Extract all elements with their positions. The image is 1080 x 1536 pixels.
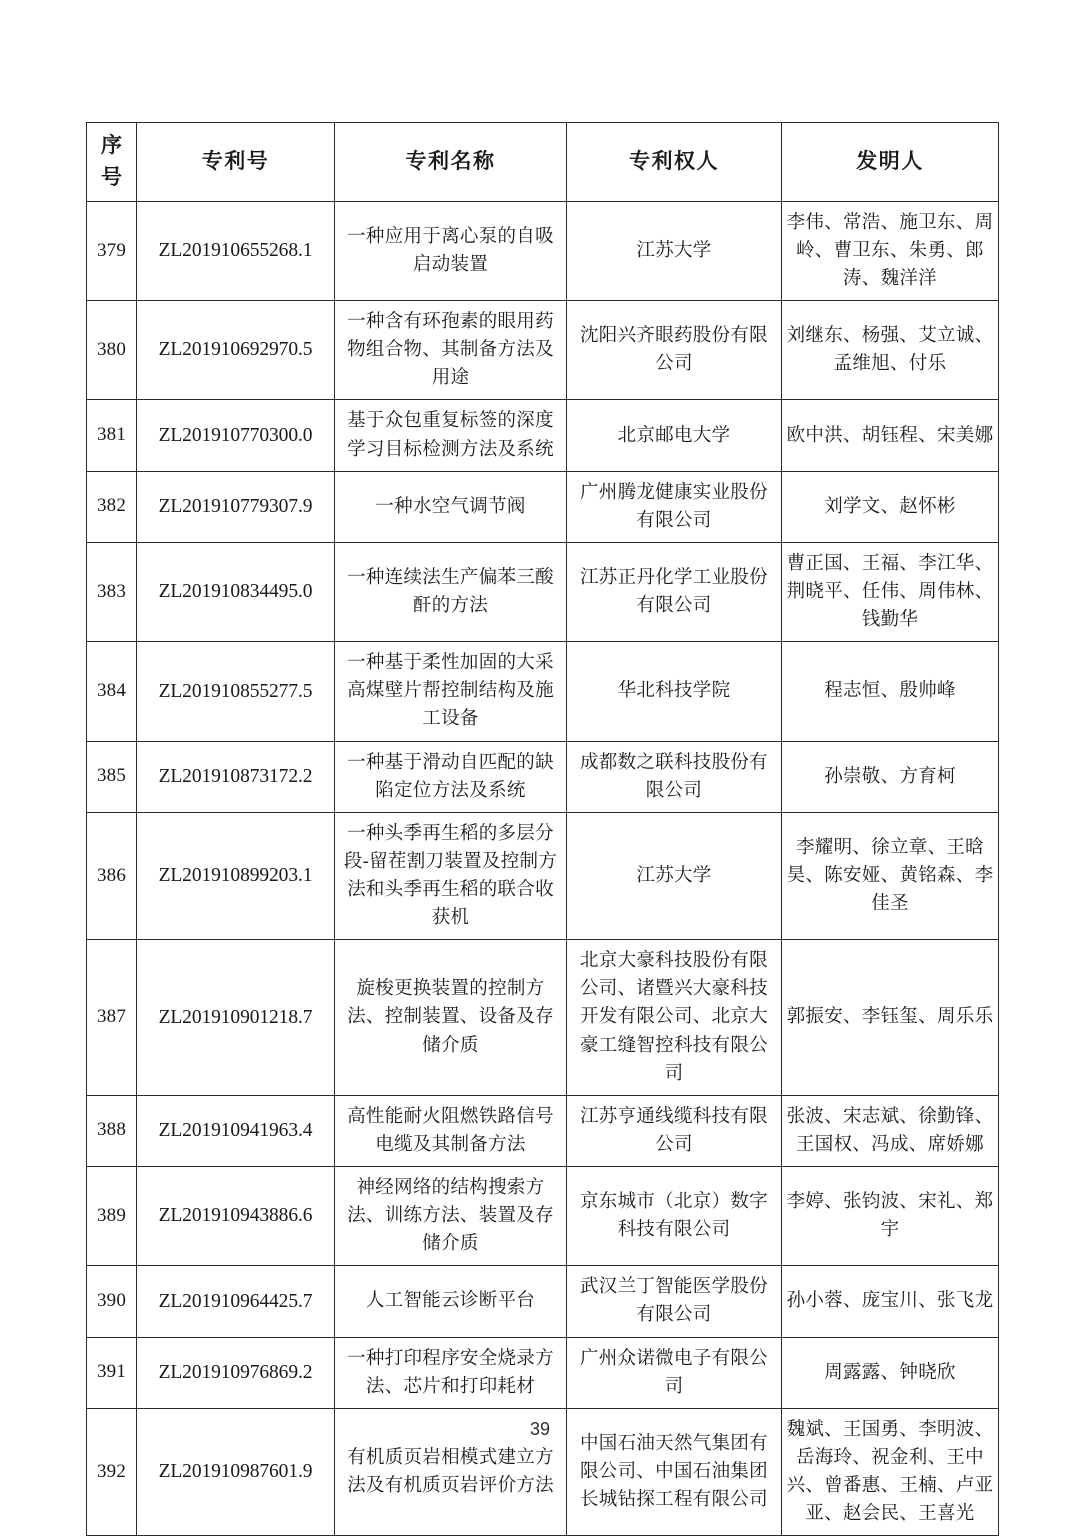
cell-patentee: 江苏大学 bbox=[567, 201, 782, 300]
cell-patentee: 中国石油天然气集团有限公司、中国石油集团长城钻探工程有限公司 bbox=[567, 1408, 782, 1535]
cell-patentee: 江苏亨通线缆科技有限公司 bbox=[567, 1095, 782, 1166]
cell-patentee: 成都数之联科技股份有限公司 bbox=[567, 741, 782, 812]
cell-serial-number: 379 bbox=[87, 201, 137, 300]
cell-serial-number: 381 bbox=[87, 400, 137, 471]
cell-patentee: 华北科技学院 bbox=[567, 642, 782, 741]
column-header-patent-number: 专利号 bbox=[137, 123, 335, 202]
cell-patentee: 北京邮电大学 bbox=[567, 400, 782, 471]
cell-patent-number: ZL201910941963.4 bbox=[137, 1095, 335, 1166]
cell-inventors: 刘学文、赵怀彬 bbox=[782, 471, 999, 542]
cell-patent-number: ZL201910901218.7 bbox=[137, 940, 335, 1096]
cell-inventors: 周露露、钟晓欣 bbox=[782, 1337, 999, 1408]
cell-serial-number: 388 bbox=[87, 1095, 137, 1166]
cell-patent-number: ZL201910943886.6 bbox=[137, 1166, 335, 1265]
table-header-row bbox=[87, 123, 999, 202]
cell-patentee: 广州腾龙健康实业股份有限公司 bbox=[567, 471, 782, 542]
cell-patent-number: ZL201910964425.7 bbox=[137, 1266, 335, 1337]
cell-serial-number: 383 bbox=[87, 542, 137, 641]
cell-patent-number: ZL201910692970.5 bbox=[137, 301, 335, 400]
table-header bbox=[87, 123, 999, 202]
cell-patent-number: ZL201910834495.0 bbox=[137, 542, 335, 641]
table-row bbox=[87, 1095, 999, 1166]
table-row bbox=[87, 301, 999, 400]
cell-inventors: 张波、宋志斌、徐勤锋、王国权、冯成、席娇娜 bbox=[782, 1095, 999, 1166]
cell-patent-title: 神经网络的结构搜索方法、训练方法、装置及存储介质 bbox=[335, 1166, 567, 1265]
cell-serial-number: 390 bbox=[87, 1266, 137, 1337]
column-header-patent-title: 专利名称 bbox=[335, 123, 567, 202]
cell-inventors: 曹正国、王福、李江华、荆晓平、任伟、周伟林、钱勤华 bbox=[782, 542, 999, 641]
cell-inventors: 刘继东、杨强、艾立诚、孟维旭、付乐 bbox=[782, 301, 999, 400]
cell-patentee: 武汉兰丁智能医学股份有限公司 bbox=[567, 1266, 782, 1337]
table-row bbox=[87, 400, 999, 471]
cell-serial-number: 392 bbox=[87, 1408, 137, 1535]
cell-serial-number: 389 bbox=[87, 1166, 137, 1265]
table-row bbox=[87, 542, 999, 641]
cell-patent-title: 一种基于柔性加固的大采高煤壁片帮控制结构及施工设备 bbox=[335, 642, 567, 741]
cell-patent-number: ZL201910899203.1 bbox=[137, 812, 335, 939]
column-header-serial-number: 序号 bbox=[87, 123, 137, 202]
cell-patent-title: 一种基于滑动自匹配的缺陷定位方法及系统 bbox=[335, 741, 567, 812]
cell-patentee: 京东城市（北京）数字科技有限公司 bbox=[567, 1166, 782, 1265]
cell-patent-title: 高性能耐火阻燃铁路信号电缆及其制备方法 bbox=[335, 1095, 567, 1166]
cell-patent-number: ZL201910855277.5 bbox=[137, 642, 335, 741]
cell-patent-number: ZL201910779307.9 bbox=[137, 471, 335, 542]
cell-patent-title: 有机质页岩相模式建立方法及有机质页岩评价方法 bbox=[335, 1408, 567, 1535]
cell-patent-title: 一种连续法生产偏苯三酸酐的方法 bbox=[335, 542, 567, 641]
cell-patent-number: ZL201910976869.2 bbox=[137, 1337, 335, 1408]
cell-inventors: 孙小蓉、庞宝川、张飞龙 bbox=[782, 1266, 999, 1337]
table-row bbox=[87, 1166, 999, 1265]
patent-list-table bbox=[86, 122, 999, 1536]
table-row bbox=[87, 642, 999, 741]
table-row bbox=[87, 1337, 999, 1408]
cell-patent-number: ZL201910873172.2 bbox=[137, 741, 335, 812]
cell-serial-number: 384 bbox=[87, 642, 137, 741]
cell-inventors: 程志恒、殷帅峰 bbox=[782, 642, 999, 741]
cell-serial-number: 385 bbox=[87, 741, 137, 812]
cell-patent-title: 一种水空气调节阀 bbox=[335, 471, 567, 542]
cell-serial-number: 380 bbox=[87, 301, 137, 400]
cell-inventors: 李伟、常浩、施卫东、周岭、曹卫东、朱勇、郎涛、魏洋洋 bbox=[782, 201, 999, 300]
table-row bbox=[87, 201, 999, 300]
cell-patent-number: ZL201910655268.1 bbox=[137, 201, 335, 300]
cell-patent-title: 人工智能云诊断平台 bbox=[335, 1266, 567, 1337]
cell-patentee: 北京大豪科技股份有限公司、诸暨兴大豪科技开发有限公司、北京大豪工缝智控科技有限公司 bbox=[567, 940, 782, 1096]
table-row bbox=[87, 812, 999, 939]
cell-serial-number: 391 bbox=[87, 1337, 137, 1408]
cell-patentee: 江苏大学 bbox=[567, 812, 782, 939]
column-header-inventors: 发明人 bbox=[782, 123, 999, 202]
cell-patent-number: ZL201910770300.0 bbox=[137, 400, 335, 471]
cell-patent-title: 旋梭更换装置的控制方法、控制装置、设备及存储介质 bbox=[335, 940, 567, 1096]
table-row bbox=[87, 471, 999, 542]
table-body bbox=[87, 201, 999, 1535]
cell-patent-title: 一种应用于离心泵的自吸启动装置 bbox=[335, 201, 567, 300]
cell-patentee: 广州众诺微电子有限公司 bbox=[567, 1337, 782, 1408]
table-row bbox=[87, 1266, 999, 1337]
table-row bbox=[87, 940, 999, 1096]
cell-inventors: 李婷、张钧波、宋礼、郑宇 bbox=[782, 1166, 999, 1265]
table-row bbox=[87, 741, 999, 812]
page-number: 39 bbox=[529, 1419, 551, 1439]
cell-serial-number: 387 bbox=[87, 940, 137, 1096]
cell-serial-number: 382 bbox=[87, 471, 137, 542]
cell-patentee: 江苏正丹化学工业股份有限公司 bbox=[567, 542, 782, 641]
cell-inventors: 李耀明、徐立章、王晗昊、陈安娅、黄铭森、李佳圣 bbox=[782, 812, 999, 939]
cell-patent-title: 一种打印程序安全烧录方法、芯片和打印耗材 bbox=[335, 1337, 567, 1408]
cell-patent-number: ZL201910987601.9 bbox=[137, 1408, 335, 1535]
cell-inventors: 郭振安、李钰玺、周乐乐 bbox=[782, 940, 999, 1096]
cell-inventors: 欧中洪、胡钰程、宋美娜 bbox=[782, 400, 999, 471]
cell-serial-number: 386 bbox=[87, 812, 137, 939]
cell-patentee: 沈阳兴齐眼药股份有限公司 bbox=[567, 301, 782, 400]
column-header-patentee: 专利权人 bbox=[567, 123, 782, 202]
cell-patent-title: 基于众包重复标签的深度学习目标检测方法及系统 bbox=[335, 400, 567, 471]
cell-inventors: 魏斌、王国勇、李明波、岳海玲、祝金利、王中兴、曾番惠、王楠、卢亚亚、赵会民、王喜光 bbox=[782, 1408, 999, 1535]
cell-patent-title: 一种含有环孢素的眼用药物组合物、其制备方法及用途 bbox=[335, 301, 567, 400]
cell-inventors: 孙崇敬、方育柯 bbox=[782, 741, 999, 812]
cell-patent-title: 一种头季再生稻的多层分段-留茬割刀装置及控制方法和头季再生稻的联合收获机 bbox=[335, 812, 567, 939]
